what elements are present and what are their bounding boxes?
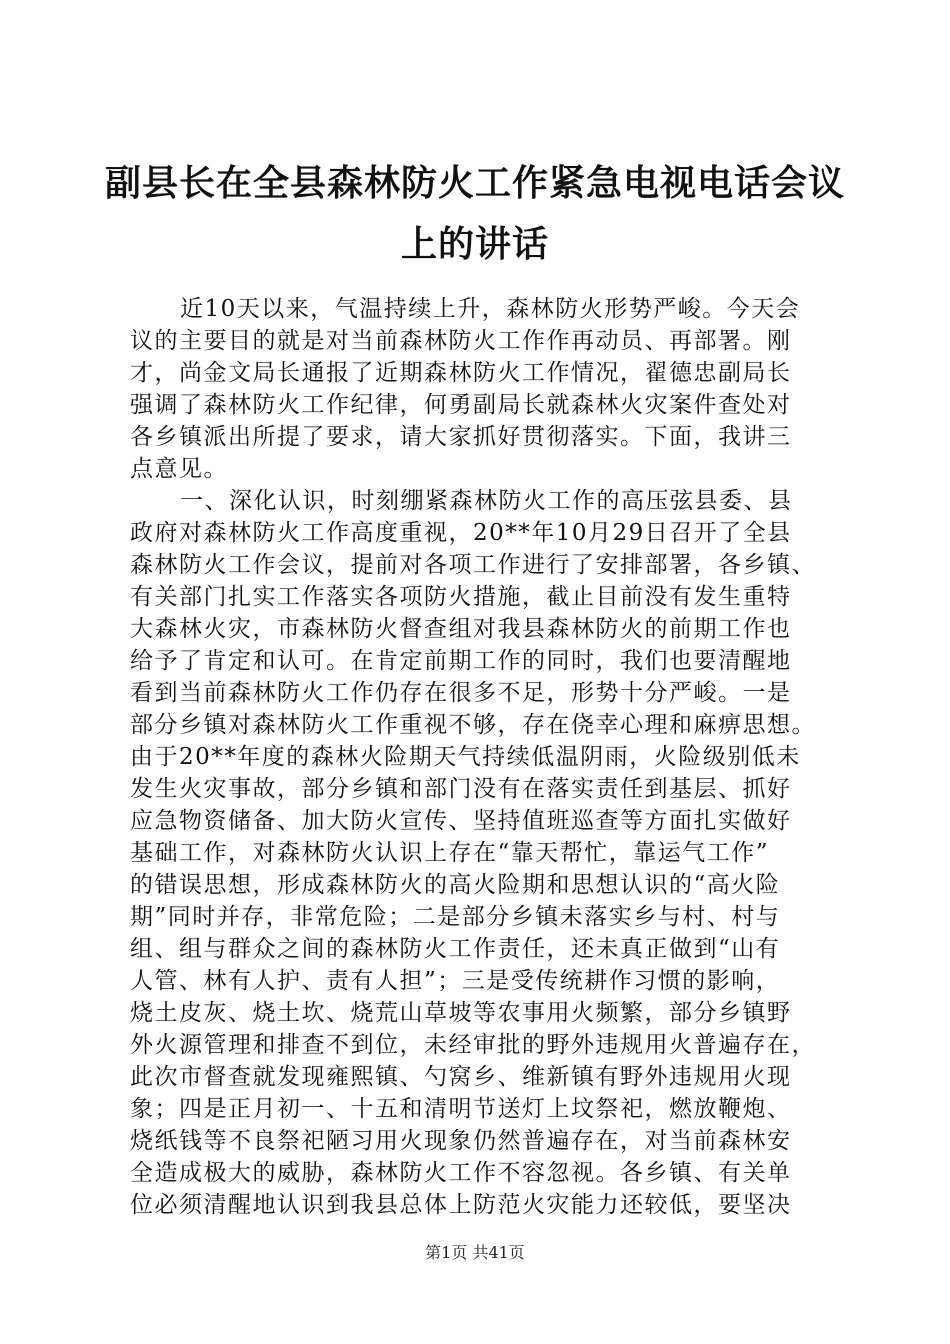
document-title-line-2: 上的讲话: [400, 223, 549, 265]
body-line: 基础工作，对森林防火认识上存在“靠天帮忙，靠运气工作”: [130, 840, 770, 866]
document-body: [130, 293, 830, 1221]
body-line: 外火源管理和排查不到位，未经审批的野外违规用火普遍存在，: [130, 1032, 816, 1058]
body-line: 近10天以来，气温持续上升，森林防火形势严峻。今天会: [180, 296, 801, 322]
body-line: 部分乡镇对森林防火工作重视不够，存在侥幸心理和麻痹思想。: [130, 712, 816, 738]
body-line: 应急物资储备、加大防火宣传、坚持值班巡查等方面扎实做好: [130, 808, 792, 834]
document-title-line-1: 副县长在全县森林防火工作紧急电视电话会议: [104, 162, 845, 204]
body-line: 才，尚金文局长通报了近期森林防火工作情况，翟德忠副局长: [130, 360, 792, 386]
body-line: 人管、林有人护、责有人担”；三是受传统耕作习惯的影响，: [130, 968, 781, 994]
body-line: 发生火灾事故，部分乡镇和部门没有在落实责任到基层、抓好: [130, 776, 792, 802]
body-line: 各乡镇派出所提了要求，请大家抓好贯彻落实。下面，我讲三: [130, 424, 792, 450]
body-line: 组、组与群众之间的森林防火工作责任，还未真正做到“山有: [130, 936, 781, 962]
body-line: 有关部门扎实工作落实各项防火措施，截止目前没有发生重特: [130, 584, 792, 610]
body-line: 给予了肯定和认可。在肯定前期工作的同时，我们也要清醒地: [130, 648, 792, 674]
body-line: 政府对森林防火工作高度重视，20**年10月29日召开了全县: [130, 520, 792, 546]
body-line: 森林防火工作会议，提前对各项工作进行了安排部署，各乡镇、: [130, 552, 816, 578]
body-line: 此次市督查就发现雍熙镇、勺窝乡、维新镇有野外违规用火现: [130, 1064, 792, 1090]
page-number-footer: 第1页 共41页: [425, 1243, 525, 1262]
body-line: 由于20**年度的森林火险期天气持续低温阴雨，火险级别低未: [130, 744, 801, 770]
body-line: 期”同时并存，非常危险；二是部分乡镇未落实乡与村、村与: [130, 904, 781, 930]
body-line: 议的主要目的就是对当前森林防火工作作再动员、再部署。刚: [130, 328, 792, 354]
body-line: 全造成极大的威胁，森林防火工作不容忽视。各乡镇、有关单: [130, 1160, 792, 1186]
body-line: 烧纸钱等不良祭祀陋习用火现象仍然普遍存在，对当前森林安: [130, 1128, 792, 1154]
body-line: 一、深化认识，时刻绷紧森林防火工作的高压弦县委、县: [180, 488, 793, 514]
body-line: 象；四是正月初一、十五和清明节送灯上坟祭祀，燃放鞭炮、: [130, 1096, 792, 1122]
body-line: 点意见。: [130, 456, 228, 482]
body-line: 看到当前森林防火工作仍存在很多不足，形势十分严峻。一是: [130, 680, 792, 706]
body-line: 位必须清醒地认识到我县总体上防范火灾能力还较低，要坚决: [130, 1192, 792, 1218]
body-line: 的错误思想，形成森林防火的高火险期和思想认识的“高火险: [130, 872, 781, 898]
body-line: 大森林火灾，市森林防火督查组对我县森林防火的前期工作也: [130, 616, 792, 642]
body-line: 烧土皮灰、烧土坎、烧荒山草坡等农事用火频繁，部分乡镇野: [130, 1000, 792, 1026]
body-line: 强调了森林防火工作纪律，何勇副局长就森林火灾案件查处对: [130, 392, 792, 418]
